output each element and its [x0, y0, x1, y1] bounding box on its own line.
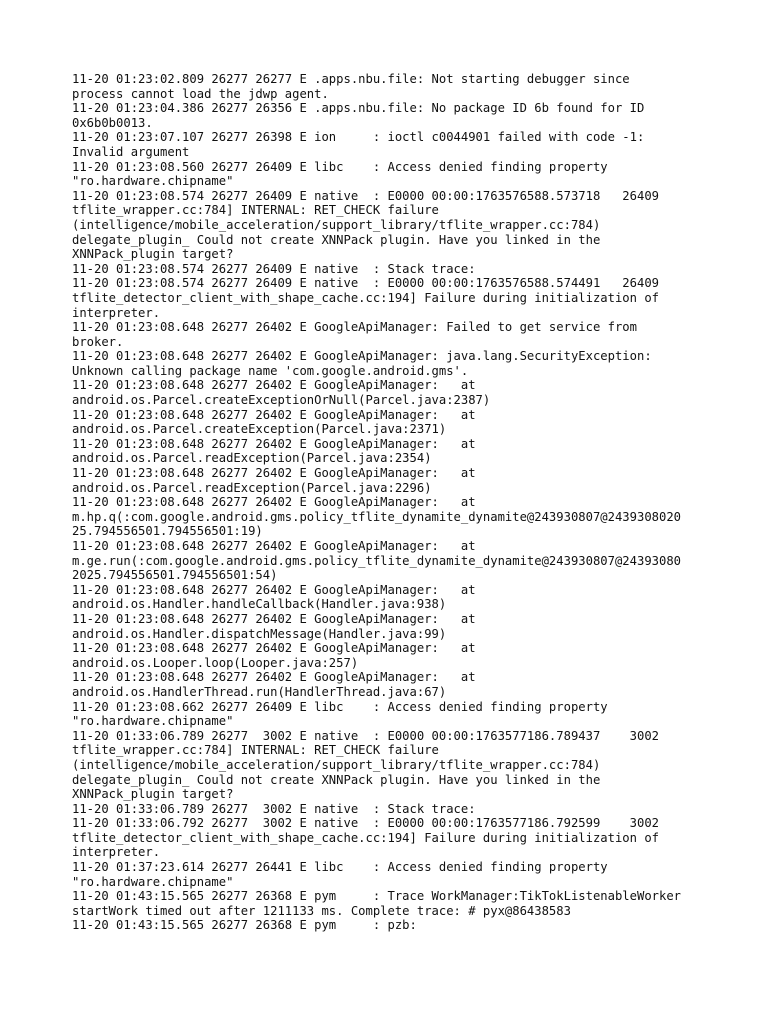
log-document [72, 72, 712, 933]
log-line: 11-20 01:43:15.565 26277 26368 E pym : pzb: [72, 918, 417, 933]
log-line: 11-20 01:23:07.107 26277 26398 E ion : ioctl c0044901 failed with code -1: [72, 130, 645, 145]
log-line: m.hp.q(:com.google.android.gms.policy_tflite_dynamite_dynamite@243930807@2439308020 [72, 509, 682, 524]
log-line: (intelligence/mobile_acceleration/support_library/tflite_wrapper.cc:784) [72, 217, 601, 232]
log-line: 11-20 01:23:08.574 26277 26409 E native : E0000 00:00:1763576588.573718 26409 [72, 188, 659, 203]
log-line: android.os.Handler.dispatchMessage(Handler.java:99) [72, 626, 447, 641]
log-line: 11-20 01:23:08.648 26277 26402 E GoogleApiManager: at [72, 539, 476, 553]
log-line: broker. [72, 334, 124, 349]
log-line: delegate_plugin_ Could not create XNNPack plugin. Have you linked in the [72, 772, 601, 787]
log-line: 11-20 01:23:08.662 26277 26409 E libc : Access denied finding property [72, 699, 608, 714]
log-line: "ro.hardware.chipname" [72, 874, 234, 889]
log-line: "ro.hardware.chipname" [72, 174, 234, 189]
log-line: 11-20 01:23:08.648 26277 26402 E GoogleApiManager: at [72, 670, 476, 685]
log-line: "ro.hardware.chipname" [72, 714, 234, 729]
log-line: 11-20 01:43:15.565 26277 26368 E pym : Trace WorkManager:TikTokListenableWorker [72, 889, 682, 904]
log-line: android.os.Parcel.createException(Parcel.java:2371) [72, 422, 447, 437]
log-line: 11-20 01:33:06.789 26277 3002 E native : E0000 00:00:1763577186.789437 3002 [72, 728, 659, 743]
log-line: tflite_wrapper.cc:784] INTERNAL: RET_CHECK failure [72, 203, 439, 218]
log-line: interpreter. [72, 305, 161, 320]
log-line: m.ge.run(:com.google.android.gms.policy_tflite_dynamite_dynamite@243930807@24393080 [72, 553, 682, 568]
log-line: 11-20 01:23:08.648 26277 26402 E GoogleApiManager: at [72, 582, 476, 597]
log-line: 11-20 01:23:08.648 26277 26402 E GoogleApiManager: at [72, 436, 476, 451]
log-line: 11-20 01:23:08.648 26277 26402 E GoogleApiManager: at [72, 466, 476, 481]
log-line: android.os.Parcel.readException(Parcel.java:2296) [72, 480, 432, 495]
log-line: android.os.Parcel.readException(Parcel.java:2354) [72, 451, 432, 466]
log-line: 0x6b0b0013. [72, 115, 153, 130]
log-line: 11-20 01:33:06.789 26277 3002 E native : Stack trace: [72, 801, 476, 816]
log-line: (intelligence/mobile_acceleration/support_library/tflite_wrapper.cc:784) [72, 757, 601, 772]
log-line: android.os.Handler.handleCallback(Handler.java:938) [72, 597, 447, 612]
log-line: tflite_detector_client_with_shape_cache.cc:194] Failure during initialization of [72, 290, 659, 305]
log-line: 11-20 01:37:23.614 26277 26441 E libc : Access denied finding property [72, 860, 608, 875]
log-line: Unknown calling package name 'com.google.android.gms'. [72, 363, 469, 378]
log-line: XNNPack_plugin target? [72, 247, 234, 262]
log-line: 11-20 01:23:08.648 26277 26402 E GoogleApiManager: at [72, 407, 476, 422]
log-line: 11-20 01:23:08.560 26277 26409 E libc : Access denied finding property [72, 159, 608, 174]
log-line: XNNPack_plugin target? [72, 787, 234, 802]
log-line: 11-20 01:23:08.574 26277 26409 E native : E0000 00:00:1763576588.574491 26409 [72, 276, 659, 291]
log-line: tflite_wrapper.cc:784] INTERNAL: RET_CHECK failure [72, 743, 439, 758]
log-line: 11-20 01:23:04.386 26277 26356 E .apps.nbu.file: No package ID 6b found for ID [72, 101, 645, 116]
log-line: 11-20 01:23:08.574 26277 26409 E native : Stack trace: [72, 261, 476, 276]
log-line: startWork timed out after 1211133 ms. Complete trace: # pyx@86438583 [72, 903, 571, 918]
log-line: android.os.Looper.loop(Looper.java:257) [72, 655, 359, 670]
log-line: 11-20 01:23:08.648 26277 26402 E GoogleApiManager: Failed to get service from [72, 320, 637, 335]
log-line: 11-20 01:33:06.792 26277 3002 E native : E0000 00:00:1763577186.792599 3002 [72, 816, 659, 831]
log-line: interpreter. [72, 845, 161, 860]
log-line: delegate_plugin_ Could not create XNNPack plugin. Have you linked in the [72, 232, 601, 247]
log-line: 2025.794556501.794556501:54) [72, 568, 278, 583]
log-line: 11-20 01:23:08.648 26277 26402 E GoogleApiManager: at [72, 641, 476, 656]
log-line: 25.794556501.794556501:19) [72, 524, 263, 539]
log-line: 11-20 01:23:08.648 26277 26402 E GoogleApiManager: at [72, 611, 476, 626]
log-line: 11-20 01:23:08.648 26277 26402 E GoogleApiManager: at [72, 378, 476, 393]
log-line: 11-20 01:23:08.648 26277 26402 E GoogleApiManager: at [72, 495, 476, 510]
log-line: 11-20 01:23:08.648 26277 26402 E GoogleApiManager: java.lang.SecurityException: [72, 349, 652, 364]
log-line: android.os.HandlerThread.run(HandlerThread.java:67) [72, 684, 447, 699]
log-line: process cannot load the jdwp agent. [72, 86, 329, 101]
log-line: android.os.Parcel.createExceptionOrNull(Parcel.java:2387) [72, 393, 491, 408]
log-line: 11-20 01:23:02.809 26277 26277 E .apps.nbu.file: Not starting debugger since [72, 72, 630, 86]
log-line: tflite_detector_client_with_shape_cache.cc:194] Failure during initialization of [72, 830, 659, 845]
log-line: Invalid argument [72, 144, 190, 159]
